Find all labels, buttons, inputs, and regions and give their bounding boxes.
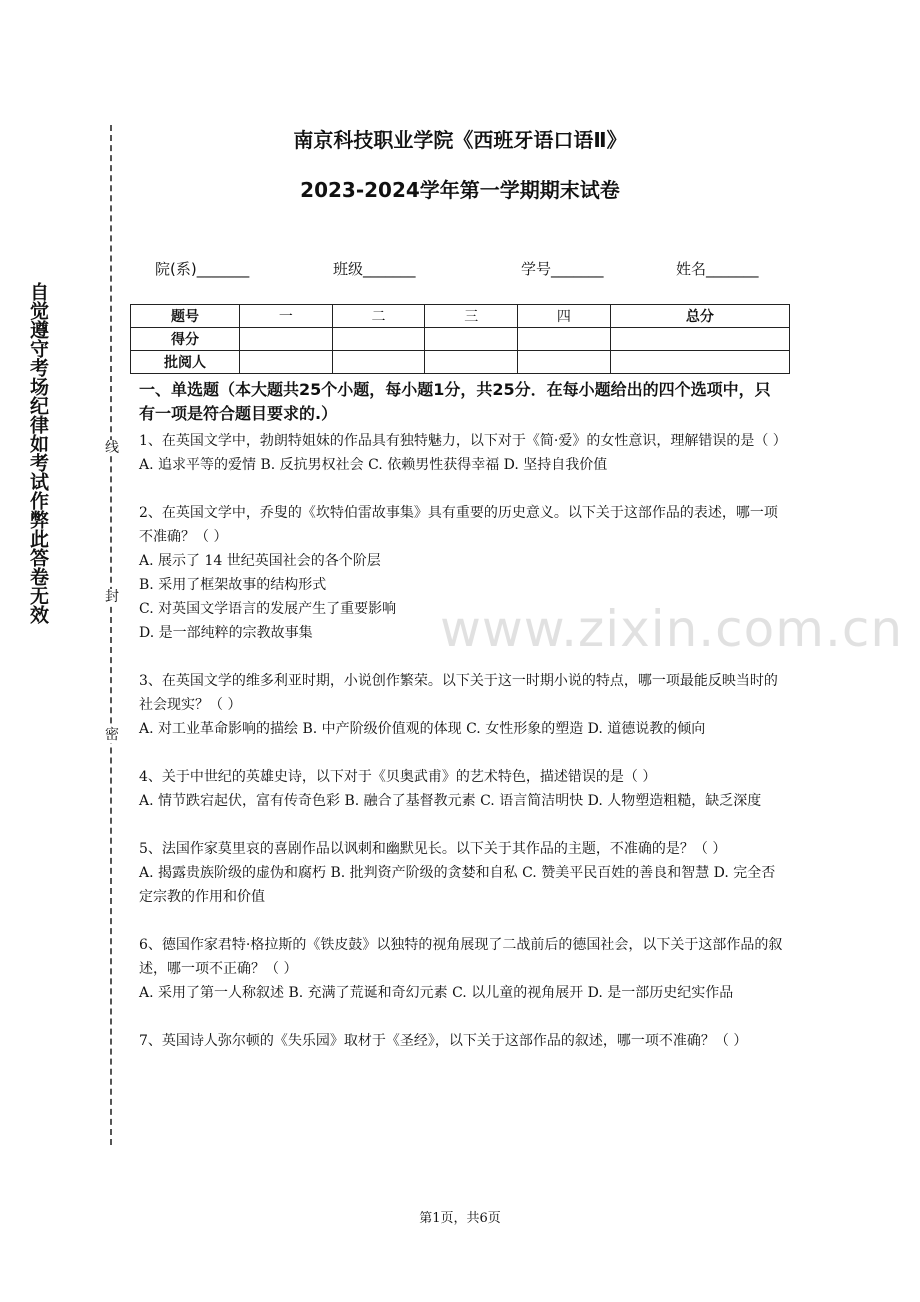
- header-cell-3: 三: [425, 305, 518, 328]
- row-label-grader: 批阅人: [131, 351, 240, 374]
- header-cell-question-number: 题号: [131, 305, 240, 328]
- grader-cell[interactable]: [332, 351, 425, 374]
- score-table: [130, 304, 790, 374]
- class-field[interactable]: 班级_______: [333, 260, 416, 278]
- department-field[interactable]: 院(系)_______: [155, 260, 250, 278]
- question-options: A. 采用了第一人称叙述 B. 充满了荒诞和奇幻元素 C. 以儿童的视角展开 D. 是一部历史纪实作品: [139, 985, 734, 1001]
- question-options: A. 对工业革命影响的描绘 B. 中产阶级价值观的体现 C. 女性形象的塑造 D. 道德说教的倾向: [139, 721, 706, 737]
- grader-cell[interactable]: [240, 351, 333, 374]
- question-stem: 2、在英国文学中，乔叟的《坎特伯雷故事集》具有重要的历史意义。以下关于这部作品的表述，哪一项不准确？（ ）: [139, 505, 778, 545]
- exam-content: [139, 378, 787, 1077]
- header-cell-4: 四: [518, 305, 611, 328]
- grader-cell[interactable]: [425, 351, 518, 374]
- header-cell-2: 二: [332, 305, 425, 328]
- exam-title: 南京科技职业学院《西班牙语口语Ⅱ》: [293, 128, 627, 152]
- binding-label-feng: 封: [105, 589, 119, 605]
- question-options: A. 揭露贵族阶级的虚伪和腐朽 B. 批判资产阶级的贪婪和自私 C. 赞美平民百姓的善良和智慧 D. 完全否定宗教的作用和价值: [139, 865, 776, 905]
- binding-label-mi: 密: [105, 727, 119, 743]
- question-options: A. 追求平等的爱情 B. 反抗男权社会 C. 依赖男性获得幸福 D. 坚持自我价值: [139, 457, 608, 473]
- question-options: A. 情节跌宕起伏，富有传奇色彩 B. 融合了基督教元素 C. 语言简洁明快 D. 人物塑造粗糙，缺乏深度: [139, 793, 762, 809]
- question-stem: 7、英国诗人弥尔顿的《失乐园》取材于《圣经》，以下关于这部作品的叙述，哪一项不准确？（ ）: [139, 1033, 748, 1049]
- question-stem: 5、法国作家莫里哀的喜剧作品以讽刺和幽默见长。以下关于其作品的主题，不准确的是？（ ）: [139, 841, 727, 857]
- name-field[interactable]: 姓名_______: [676, 260, 759, 278]
- section-heading: 一、单选题（本大题共25个小题，每小题1分，共25分．在每小题给出的四个选项中，只有一项是符合题目要求的.）: [139, 380, 771, 423]
- question: [139, 1029, 784, 1053]
- question: [139, 837, 784, 909]
- question: [139, 669, 784, 741]
- question-option: A. 展示了 14 世纪英国社会的各个阶层: [139, 553, 381, 569]
- watermark: www.zixin.com.cn: [440, 600, 904, 658]
- exam-subtitle: 2023-2024学年第一学期期末试卷: [300, 178, 620, 202]
- binding-dashed-line: [110, 125, 112, 1145]
- header-cell-1: 一: [240, 305, 333, 328]
- question-stem: 3、在英国文学的维多利亚时期，小说创作繁荣。以下关于这一时期小说的特点，哪一项最能反映当时的社会现实？（ ）: [139, 673, 778, 713]
- question: [139, 429, 787, 477]
- score-cell[interactable]: [240, 328, 333, 351]
- score-cell[interactable]: [610, 328, 789, 351]
- student-id-field[interactable]: 学号_______: [521, 260, 604, 278]
- score-cell[interactable]: [425, 328, 518, 351]
- binding-label-xian: 线: [105, 440, 119, 456]
- question-option: B. 采用了框架故事的结构形式: [139, 577, 327, 593]
- question: [139, 933, 784, 1005]
- score-cell[interactable]: [518, 328, 611, 351]
- question: [139, 765, 784, 813]
- grader-cell[interactable]: [518, 351, 611, 374]
- question-option: C. 对英国文学语言的发展产生了重要影响: [139, 601, 397, 617]
- grader-row: [131, 351, 790, 374]
- row-label-score: 得分: [131, 328, 240, 351]
- exam-discipline-notice: 自觉遵守考场纪律如考试作弊此答卷无效: [27, 282, 49, 624]
- score-table-header-row: [131, 305, 790, 328]
- question-stem: 6、德国作家君特·格拉斯的《铁皮鼓》以独特的视角展现了二战前后的德国社会，以下关于这部作品的叙述，哪一项不正确？（ ）: [139, 937, 783, 977]
- page-footer: 第1页，共6页: [419, 1211, 501, 1226]
- grader-cell[interactable]: [610, 351, 789, 374]
- question-stem: 1、在英国文学中，勃朗特姐妹的作品具有独特魅力，以下对于《简·爱》的女性意识，理解错误的是（ ）: [139, 433, 787, 449]
- question: [139, 501, 784, 645]
- student-info-row: [155, 258, 795, 282]
- header-cell-total: 总分: [610, 305, 789, 328]
- question-option: D. 是一部纯粹的宗教故事集: [139, 625, 313, 641]
- score-cell[interactable]: [332, 328, 425, 351]
- score-row: [131, 328, 790, 351]
- question-stem: 4、关于中世纪的英雄史诗，以下对于《贝奥武甫》的艺术特色，描述错误的是（ ）: [139, 769, 657, 785]
